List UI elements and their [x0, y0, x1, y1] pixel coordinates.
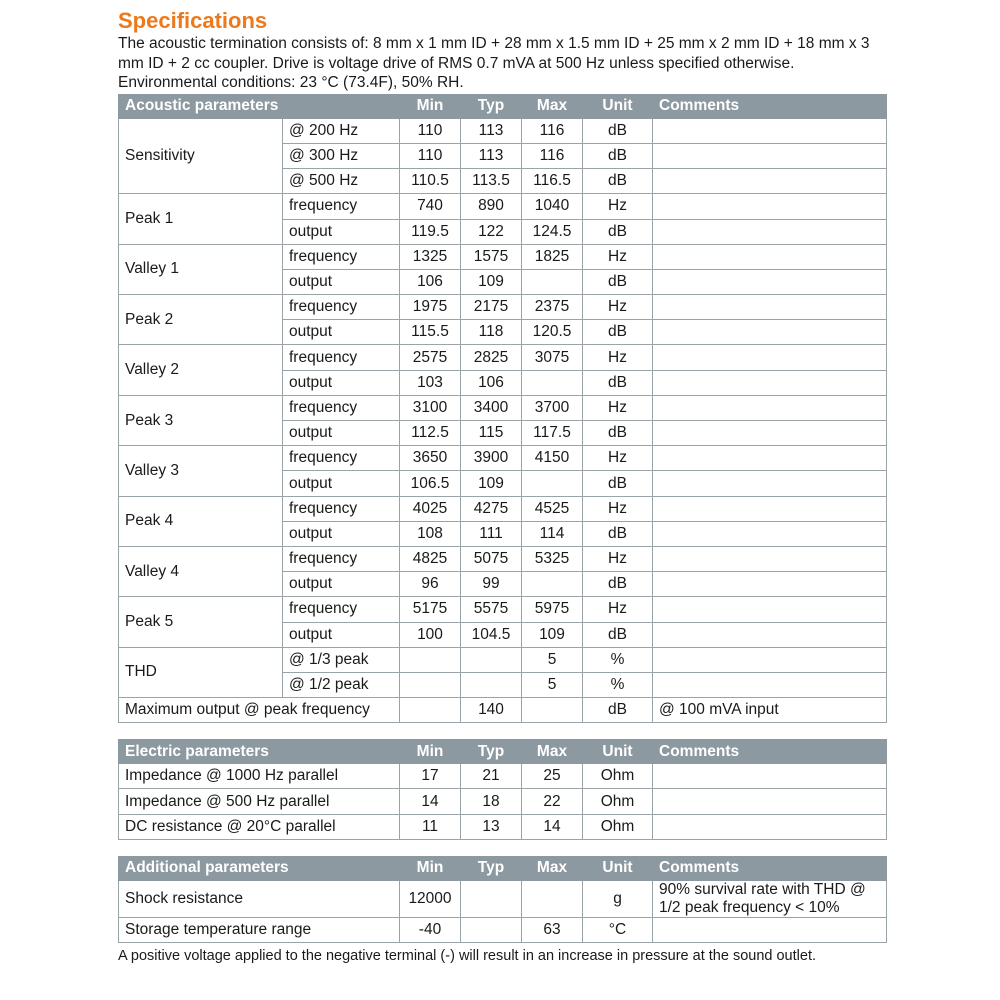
comment-value — [653, 647, 887, 672]
comment-value — [653, 370, 887, 395]
max-output-row — [119, 698, 887, 723]
comment-value — [653, 597, 887, 622]
max-output-label: Maximum output @ peak frequency — [119, 698, 400, 723]
max-value: 124.5 — [522, 219, 583, 244]
acoustic-body — [119, 118, 887, 723]
condition-label: frequency — [283, 597, 400, 622]
condition-label: frequency — [283, 244, 400, 269]
parameter-name: Valley 2 — [119, 345, 283, 395]
table-row — [119, 880, 887, 917]
typ-value: 2825 — [461, 345, 522, 370]
max-output-min — [400, 698, 461, 723]
comment-value — [653, 118, 887, 143]
parameter-name: Storage temperature range — [119, 917, 400, 942]
max-value: 5975 — [522, 597, 583, 622]
comment-value — [653, 496, 887, 521]
max-value: 116.5 — [522, 169, 583, 194]
min-value: 3100 — [400, 395, 461, 420]
condition-label: output — [283, 269, 400, 294]
typ-value: 106 — [461, 370, 522, 395]
max-value: 109 — [522, 622, 583, 647]
condition-label: output — [283, 219, 400, 244]
max-value: 22 — [522, 789, 583, 814]
typ-value: 99 — [461, 572, 522, 597]
condition-label: @ 200 Hz — [283, 118, 400, 143]
unit-value: dB — [583, 169, 653, 194]
comment-value — [653, 622, 887, 647]
table-row — [119, 295, 887, 320]
min-value: 4025 — [400, 496, 461, 521]
condition-label: frequency — [283, 496, 400, 521]
unit-value: dB — [583, 118, 653, 143]
min-value: 2575 — [400, 345, 461, 370]
max-output-comment: @ 100 mVA input — [653, 698, 887, 723]
condition-label: @ 1/3 peak — [283, 647, 400, 672]
footer-note: A positive voltage applied to the negative terminal (-) will result in an increase in pressure at the sound outlet. — [118, 948, 816, 965]
unit-value: dB — [583, 572, 653, 597]
max-value — [522, 471, 583, 496]
condition-label: @ 300 Hz — [283, 143, 400, 168]
comment-value — [653, 143, 887, 168]
min-value — [400, 647, 461, 672]
typ-value — [461, 672, 522, 697]
condition-label: frequency — [283, 295, 400, 320]
electric-body — [119, 764, 887, 840]
condition-label: frequency — [283, 546, 400, 571]
table-row — [119, 194, 887, 219]
max-value: 5325 — [522, 546, 583, 571]
typ-value: 13 — [461, 814, 522, 839]
parameter-name: Peak 1 — [119, 194, 283, 244]
max-value: 25 — [522, 764, 583, 789]
condition-label: output — [283, 471, 400, 496]
header-min: Min — [400, 94, 461, 118]
comment-value — [653, 194, 887, 219]
min-value: 4825 — [400, 546, 461, 571]
parameter-name: THD — [119, 647, 283, 697]
table-row — [119, 446, 887, 471]
parameter-name: Shock resistance — [119, 880, 400, 917]
condition-label: output — [283, 421, 400, 446]
table-row — [119, 764, 887, 789]
typ-value: 122 — [461, 219, 522, 244]
additional-header-row — [119, 856, 887, 880]
comment-value — [653, 244, 887, 269]
typ-value: 890 — [461, 194, 522, 219]
max-value: 114 — [522, 521, 583, 546]
min-value: 119.5 — [400, 219, 461, 244]
min-value: 12000 — [400, 880, 461, 917]
header-comments: Comments — [653, 856, 887, 880]
max-value — [522, 370, 583, 395]
comment-value — [653, 471, 887, 496]
parameter-name: Impedance @ 500 Hz parallel — [119, 789, 400, 814]
typ-value: 118 — [461, 320, 522, 345]
typ-value: 1575 — [461, 244, 522, 269]
header-comments: Comments — [653, 94, 887, 118]
max-value — [522, 880, 583, 917]
typ-value: 109 — [461, 471, 522, 496]
comment-value — [653, 446, 887, 471]
min-value: 5175 — [400, 597, 461, 622]
condition-label: frequency — [283, 395, 400, 420]
min-value: 100 — [400, 622, 461, 647]
unit-value: dB — [583, 269, 653, 294]
header-min: Min — [400, 856, 461, 880]
header-unit: Unit — [583, 740, 653, 764]
max-value: 117.5 — [522, 421, 583, 446]
min-value: 17 — [400, 764, 461, 789]
header-max: Max — [522, 94, 583, 118]
condition-label: output — [283, 622, 400, 647]
unit-value: Hz — [583, 345, 653, 370]
comment-value — [653, 672, 887, 697]
unit-value: dB — [583, 370, 653, 395]
typ-value: 5575 — [461, 597, 522, 622]
header-min: Min — [400, 740, 461, 764]
comment-value — [653, 764, 887, 789]
min-value: 110 — [400, 143, 461, 168]
header-unit: Unit — [583, 856, 653, 880]
unit-value: Hz — [583, 395, 653, 420]
typ-value: 5075 — [461, 546, 522, 571]
table-row — [119, 647, 887, 672]
min-value: 96 — [400, 572, 461, 597]
table-row — [119, 917, 887, 942]
comment-value — [653, 814, 887, 839]
max-value: 4525 — [522, 496, 583, 521]
unit-value: Hz — [583, 496, 653, 521]
min-value: 103 — [400, 370, 461, 395]
condition-label: @ 1/2 peak — [283, 672, 400, 697]
min-value: 112.5 — [400, 421, 461, 446]
comment-value — [653, 269, 887, 294]
intro-text: The acoustic termination consists of: 8 mm x 1 mm ID + 28 mm x 1.5 mm ID + 25 mm x 2 mm ID + 18 mm x 3 mm ID + 2 cc coupler. Drive is voltage drive of RMS 0.7 mVA at 500 Hz unless specified otherwise. Environmental conditions: 23 °C (73.4F), 50% RH. — [118, 35, 870, 92]
condition-label: frequency — [283, 345, 400, 370]
unit-value: Hz — [583, 295, 653, 320]
max-output-typ: 140 — [461, 698, 522, 723]
comment-value — [653, 917, 887, 942]
typ-value: 113.5 — [461, 169, 522, 194]
min-value: 110 — [400, 118, 461, 143]
min-value: 740 — [400, 194, 461, 219]
min-value: 1325 — [400, 244, 461, 269]
min-value: 3650 — [400, 446, 461, 471]
max-value: 14 — [522, 814, 583, 839]
unit-value: °C — [583, 917, 653, 942]
max-value: 63 — [522, 917, 583, 942]
unit-value: Ohm — [583, 814, 653, 839]
comment-value: 90% survival rate with THD @ 1/2 peak frequency < 10% — [653, 880, 887, 917]
comment-value — [653, 546, 887, 571]
typ-value — [461, 880, 522, 917]
table-row — [119, 496, 887, 521]
typ-value: 21 — [461, 764, 522, 789]
parameter-name: Valley 4 — [119, 546, 283, 596]
max-value: 1825 — [522, 244, 583, 269]
max-output-max — [522, 698, 583, 723]
typ-value: 113 — [461, 143, 522, 168]
min-value: 106 — [400, 269, 461, 294]
table-row — [119, 244, 887, 269]
table-row — [119, 546, 887, 571]
parameter-name: Peak 5 — [119, 597, 283, 647]
comment-value — [653, 320, 887, 345]
typ-value: 3400 — [461, 395, 522, 420]
max-value: 116 — [522, 143, 583, 168]
comment-value — [653, 789, 887, 814]
max-value: 5 — [522, 672, 583, 697]
max-value: 5 — [522, 647, 583, 672]
unit-value: Hz — [583, 194, 653, 219]
typ-value: 4275 — [461, 496, 522, 521]
parameter-name: Peak 4 — [119, 496, 283, 546]
typ-value: 113 — [461, 118, 522, 143]
additional-parameters-table — [118, 856, 887, 943]
additional-body — [119, 880, 887, 942]
condition-label: output — [283, 521, 400, 546]
min-value: 14 — [400, 789, 461, 814]
acoustic-header-row — [119, 94, 887, 118]
condition-label: frequency — [283, 446, 400, 471]
min-value: 110.5 — [400, 169, 461, 194]
unit-value: Hz — [583, 244, 653, 269]
parameter-name: Valley 1 — [119, 244, 283, 294]
typ-value — [461, 917, 522, 942]
comment-value — [653, 521, 887, 546]
parameter-name: DC resistance @ 20°C parallel — [119, 814, 400, 839]
min-value: 106.5 — [400, 471, 461, 496]
comment-value — [653, 295, 887, 320]
unit-value: dB — [583, 521, 653, 546]
min-value: 108 — [400, 521, 461, 546]
page-title: Specifications — [118, 8, 268, 33]
header-typ: Typ — [461, 94, 522, 118]
typ-value: 18 — [461, 789, 522, 814]
comment-value — [653, 219, 887, 244]
max-value: 3075 — [522, 345, 583, 370]
unit-value: % — [583, 672, 653, 697]
acoustic-parameters-table — [118, 94, 887, 724]
typ-value — [461, 647, 522, 672]
comment-value — [653, 345, 887, 370]
min-value — [400, 672, 461, 697]
max-value: 1040 — [522, 194, 583, 219]
table-row — [119, 814, 887, 839]
acoustic-title: Acoustic parameters — [119, 94, 400, 118]
table-row — [119, 345, 887, 370]
typ-value: 115 — [461, 421, 522, 446]
comment-value — [653, 169, 887, 194]
condition-label: output — [283, 370, 400, 395]
comment-value — [653, 572, 887, 597]
table-row — [119, 118, 887, 143]
parameter-name: Valley 3 — [119, 446, 283, 496]
max-value: 3700 — [522, 395, 583, 420]
max-output-unit: dB — [583, 698, 653, 723]
max-value: 120.5 — [522, 320, 583, 345]
header-unit: Unit — [583, 94, 653, 118]
table-row — [119, 789, 887, 814]
unit-value: dB — [583, 143, 653, 168]
unit-value: dB — [583, 219, 653, 244]
unit-value: Hz — [583, 546, 653, 571]
unit-value: dB — [583, 471, 653, 496]
min-value: -40 — [400, 917, 461, 942]
typ-value: 111 — [461, 521, 522, 546]
electric-title: Electric parameters — [119, 740, 400, 764]
header-comments: Comments — [653, 740, 887, 764]
unit-value: g — [583, 880, 653, 917]
header-typ: Typ — [461, 856, 522, 880]
condition-label: frequency — [283, 194, 400, 219]
unit-value: Ohm — [583, 789, 653, 814]
max-value: 116 — [522, 118, 583, 143]
max-value: 2375 — [522, 295, 583, 320]
additional-title: Additional parameters — [119, 856, 400, 880]
parameter-name: Sensitivity — [119, 118, 283, 194]
max-value — [522, 269, 583, 294]
electric-header-row — [119, 740, 887, 764]
unit-value: Hz — [583, 446, 653, 471]
condition-label: @ 500 Hz — [283, 169, 400, 194]
min-value: 11 — [400, 814, 461, 839]
table-row — [119, 597, 887, 622]
typ-value: 109 — [461, 269, 522, 294]
typ-value: 2175 — [461, 295, 522, 320]
condition-label: output — [283, 572, 400, 597]
parameter-name: Peak 3 — [119, 395, 283, 445]
comment-value — [653, 395, 887, 420]
header-typ: Typ — [461, 740, 522, 764]
parameter-name: Peak 2 — [119, 295, 283, 345]
typ-value: 3900 — [461, 446, 522, 471]
min-value: 115.5 — [400, 320, 461, 345]
parameter-name: Impedance @ 1000 Hz parallel — [119, 764, 400, 789]
table-row — [119, 395, 887, 420]
unit-value: % — [583, 647, 653, 672]
unit-value: dB — [583, 622, 653, 647]
header-max: Max — [522, 856, 583, 880]
max-value: 4150 — [522, 446, 583, 471]
specifications-section — [118, 8, 886, 979]
unit-value: Hz — [583, 597, 653, 622]
min-value: 1975 — [400, 295, 461, 320]
unit-value: dB — [583, 421, 653, 446]
typ-value: 104.5 — [461, 622, 522, 647]
electric-parameters-table — [118, 739, 887, 840]
unit-value: Ohm — [583, 764, 653, 789]
comment-value — [653, 421, 887, 446]
condition-label: output — [283, 320, 400, 345]
unit-value: dB — [583, 320, 653, 345]
max-value — [522, 572, 583, 597]
header-max: Max — [522, 740, 583, 764]
